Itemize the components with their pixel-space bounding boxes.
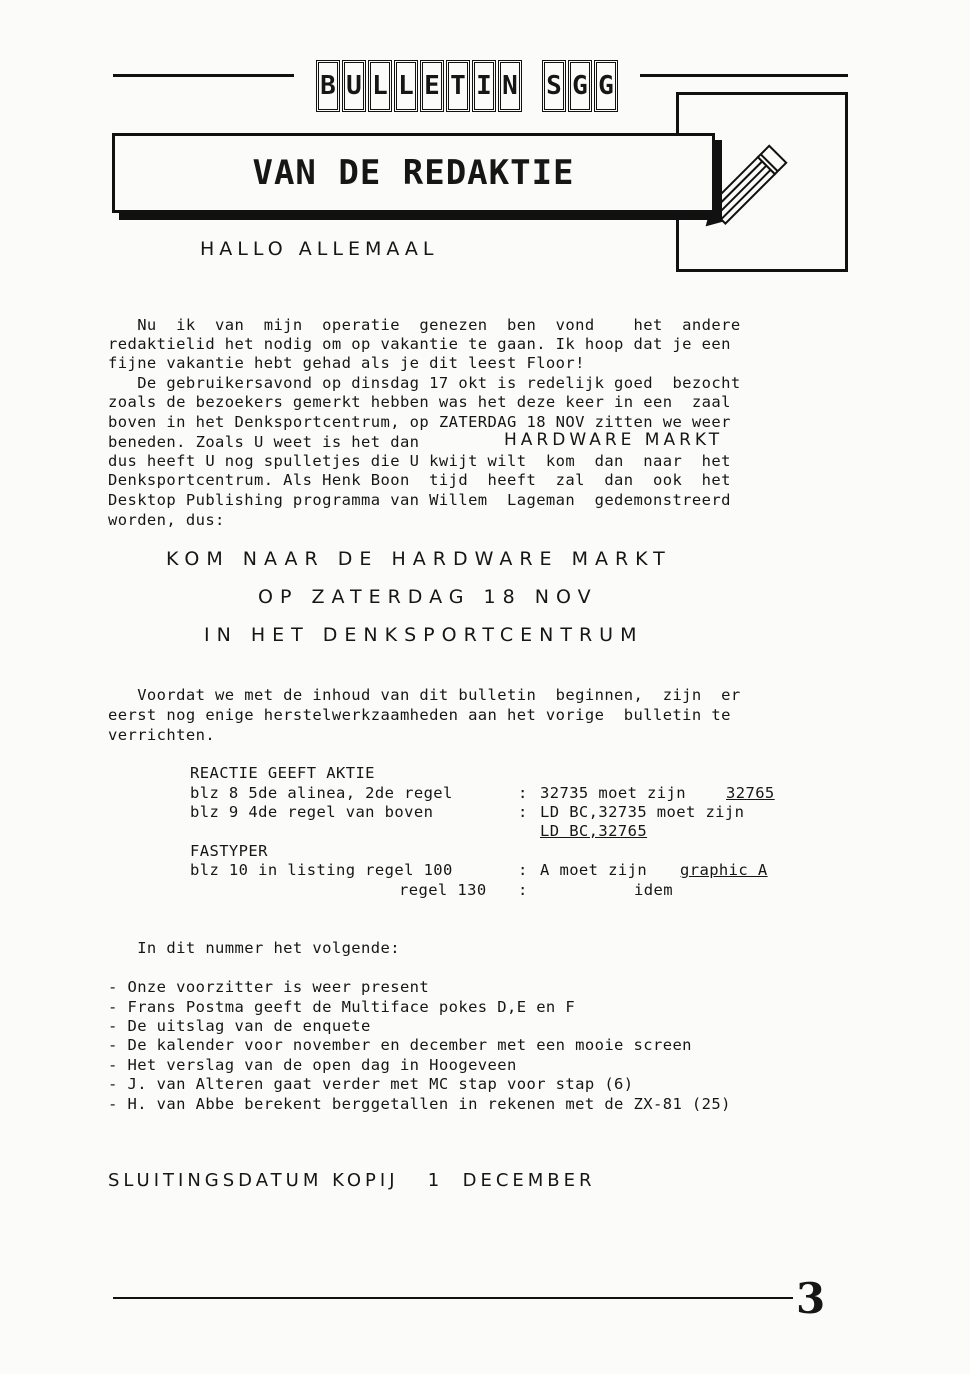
correction-label: regel 130: [399, 881, 487, 899]
announcement-line: IN HET DENKSPORTCENTRUM: [204, 624, 644, 646]
correction-value: idem: [634, 881, 673, 899]
deadline-notice: SLUITINGSDATUM KOPIJ 1 DECEMBER: [108, 1170, 596, 1191]
contents-item: - De uitslag van de enquete: [108, 1017, 371, 1035]
title-letter: G: [594, 60, 618, 112]
contents-item: - De kalender voor november en december met een mooie screen: [108, 1036, 692, 1054]
intro-line: De gebruikersavond op dinsdag 17 okt is redelijk goed bezocht: [108, 374, 741, 392]
title-letter: U: [342, 60, 366, 112]
footer-rule: [113, 1297, 793, 1299]
correction-colon: :: [518, 881, 528, 899]
contents-item: - Frans Postma geeft de Multiface pokes D,E en F: [108, 998, 576, 1016]
title-letter: N: [498, 60, 522, 112]
correction-colon: :: [518, 861, 528, 879]
announcement-line: OP ZATERDAG 18 NOV: [258, 586, 598, 608]
intro-line: Desktop Publishing programma van Willem Lageman gedemonstreerd: [108, 491, 731, 509]
title-letter: L: [368, 60, 392, 112]
correction-colon: :: [518, 784, 528, 802]
correction-colon: :: [518, 803, 528, 821]
contents-item: - Onze voorzitter is weer present: [108, 978, 430, 996]
correction-value-underlined: graphic A: [680, 861, 768, 879]
correction-value: 32735 moet zijn: [540, 784, 686, 802]
correction-value: LD BC,32735 moet zijn: [540, 803, 745, 821]
title-letter: I: [472, 60, 496, 112]
title-letter: E: [420, 60, 444, 112]
corrections-intro-line: verrichten.: [108, 726, 216, 744]
greeting: HALLO ALLEMAAL: [200, 238, 439, 260]
correction-value-underlined: 32765: [726, 784, 775, 802]
section-title: VAN DE REDAKTIE: [252, 153, 575, 193]
contents-item: - Het verslag van de open dag in Hoogeveen: [108, 1056, 517, 1074]
intro-line: Nu ik van mijn operatie genezen ben vond het andere: [108, 316, 741, 334]
intro-line: dus heeft U nog spulletjes die U kwijt wilt kom dan naar het: [108, 452, 731, 470]
corrections-heading: FASTYPER: [190, 842, 268, 860]
intro-line: Denksportcentrum. Als Henk Boon tijd heeft zal dan ook het: [108, 471, 731, 489]
intro-line: fijne vakantie hebt gehad als je dit leest Floor!: [108, 354, 585, 372]
intro-line: worden, dus:: [108, 511, 225, 529]
title-letter: L: [394, 60, 418, 112]
intro-line: boven in het Denksportcentrum, op ZATERDAG 18 NOV zitten we weer: [108, 413, 731, 431]
hardware-markt-highlight: HARDWARE MARKT: [504, 430, 724, 450]
correction-label: blz 10 in listing regel 100: [190, 861, 453, 879]
intro-line: beneden. Zoals U weet is het dan: [108, 433, 420, 451]
page-number: 3: [796, 1274, 826, 1323]
contents-item: - H. van Abbe berekent berggetallen in rekenen met de ZX-81 (25): [108, 1095, 731, 1113]
title-letter: T: [446, 60, 470, 112]
announcement-line: KOM NAAR DE HARDWARE MARKT: [166, 548, 672, 570]
contents-heading: In dit nummer het volgende:: [108, 939, 400, 957]
correction-label: blz 9 4de regel van boven: [190, 803, 434, 821]
bulletin-title: [294, 57, 640, 115]
corrections-heading: REACTIE GEEFT AKTIE: [190, 764, 375, 782]
intro-line: redaktielid het nodig om op vakantie te gaan. Ik hoop dat je een: [108, 335, 731, 353]
corrections-intro-line: Voordat we met de inhoud van dit bulletin beginnen, zijn er: [108, 686, 741, 704]
corrections-intro-line: eerst nog enige herstelwerkzaamheden aan het vorige bulletin te: [108, 706, 731, 724]
correction-value-underlined: LD BC,32765: [540, 822, 648, 840]
correction-value: A moet zijn: [540, 861, 648, 879]
correction-label: blz 8 5de alinea, 2de regel: [190, 784, 453, 802]
title-letter: S: [542, 60, 566, 112]
contents-item: - J. van Alteren gaat verder met MC stap voor stap (6): [108, 1075, 634, 1093]
section-title-box: [112, 133, 715, 213]
title-letter: B: [316, 60, 340, 112]
title-letter: G: [568, 60, 592, 112]
intro-line: zoals de bezoekers gemerkt hebben was het deze keer in een zaal: [108, 393, 731, 411]
